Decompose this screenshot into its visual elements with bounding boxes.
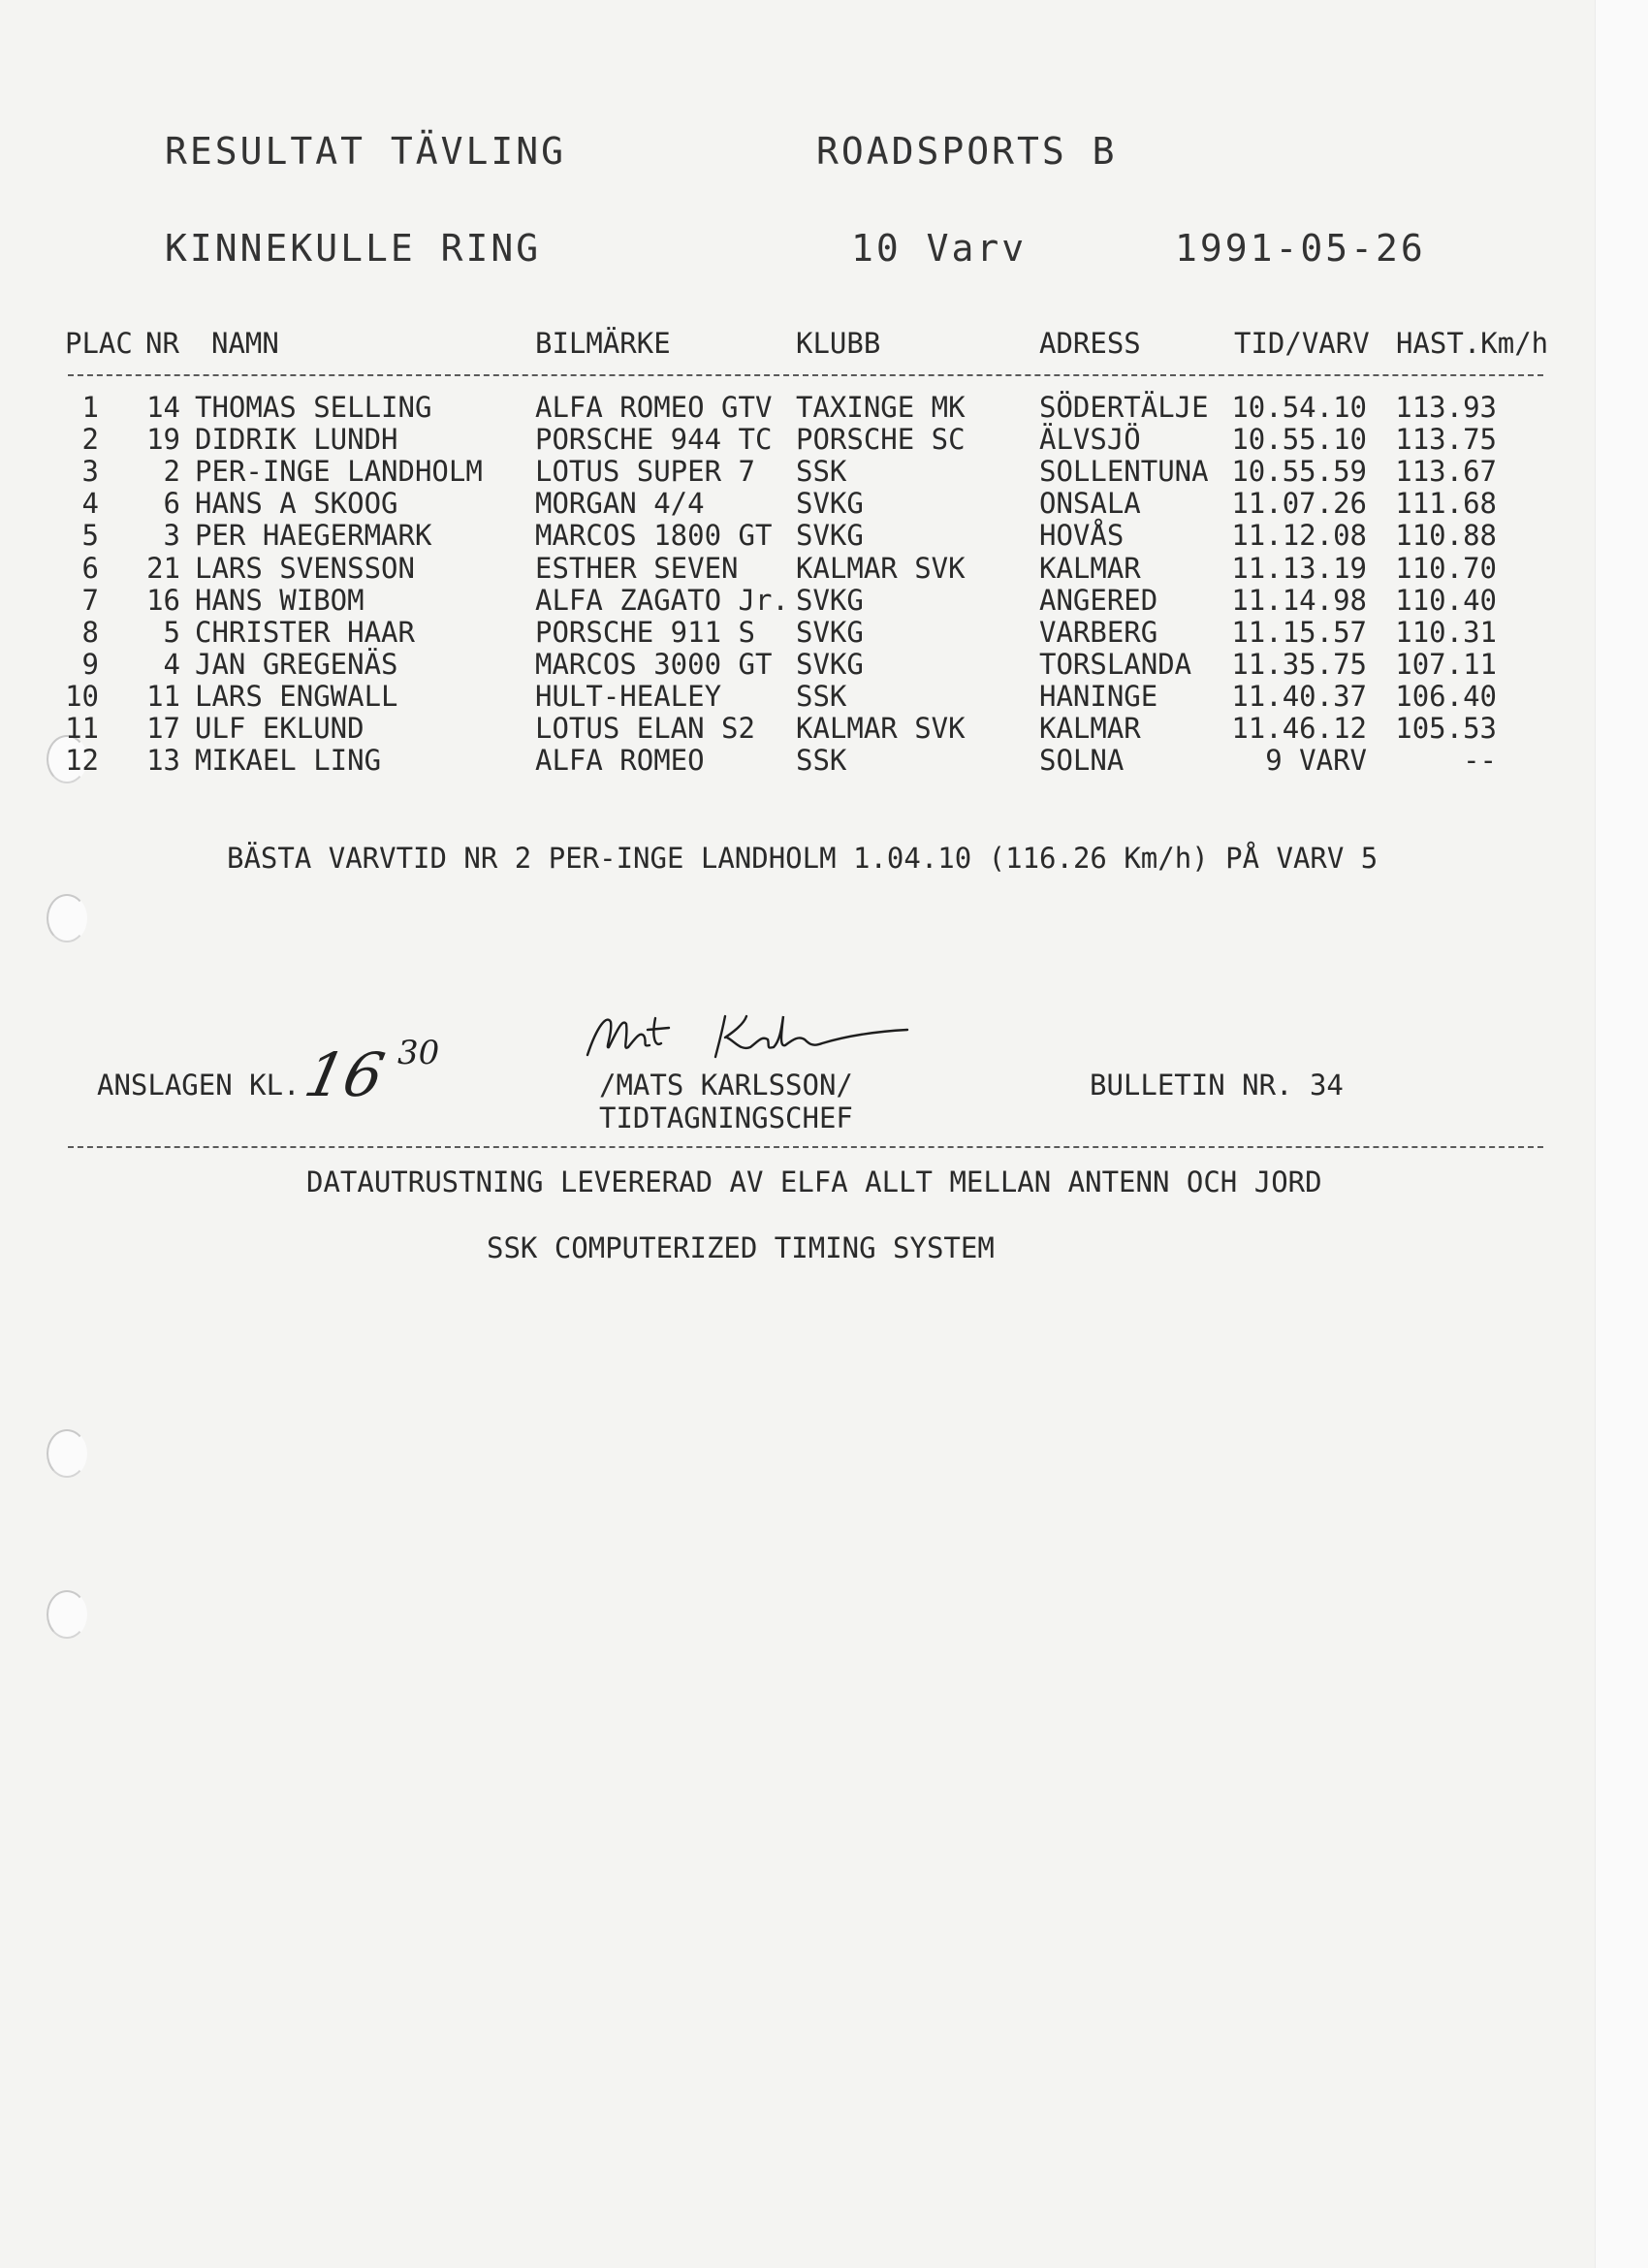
cell-nr: 2: [163, 455, 180, 489]
cell-tid: 11.14.98: [1231, 583, 1367, 617]
cell-hast: 110.31: [1395, 615, 1497, 649]
cell-plac: 4: [81, 487, 99, 521]
cell-hast: 110.70: [1395, 551, 1497, 585]
title-laps: 10 Varv: [851, 227, 1028, 270]
cell-klubb: SVKG: [796, 647, 864, 681]
cell-namn: DIDRIK LUNDH: [195, 423, 398, 457]
posted-hour: 16: [299, 1039, 391, 1110]
cell-namn: PER HAEGERMARK: [195, 519, 432, 553]
cell-adress: KALMAR: [1039, 712, 1141, 745]
cell-tid: 11.12.08: [1231, 519, 1367, 553]
cell-namn: ULF EKLUND: [195, 712, 364, 745]
cell-adress: ANGERED: [1039, 583, 1158, 617]
col-header-plac: PLAC: [65, 327, 133, 360]
footer-equipment: DATAUTRUSTNING LEVERERAD AV ELFA ALLT MELLAN ANTENN OCH JORD: [306, 1166, 1322, 1198]
cell-klubb: KALMAR SVK: [796, 551, 966, 585]
punch-hole: [47, 894, 87, 942]
cell-plac: 6: [81, 551, 99, 585]
cell-hast: 105.53: [1395, 712, 1497, 745]
cell-bilmarke: LOTUS ELAN S2: [535, 712, 755, 745]
title-date: 1991-05-26: [1175, 227, 1426, 270]
col-header-nr: NR: [145, 327, 179, 360]
punch-hole: [47, 1590, 87, 1639]
cell-tid: 11.35.75: [1231, 647, 1367, 681]
cell-klubb: SSK: [796, 679, 847, 713]
cell-hast: 106.40: [1395, 679, 1497, 713]
cell-nr: 5: [163, 615, 180, 649]
cell-klubb: TAXINGE MK: [796, 391, 966, 424]
title-track: KINNEKULLE RING: [165, 227, 542, 270]
cell-tid: 11.40.37: [1231, 679, 1367, 713]
cell-bilmarke: ALFA ROMEO GTV: [535, 391, 773, 424]
cell-plac: 11: [65, 712, 99, 745]
col-header-tid: TID/VARV: [1234, 327, 1370, 360]
cell-nr: 14: [146, 391, 180, 424]
cell-nr: 17: [146, 712, 180, 745]
cell-hast: 113.67: [1395, 455, 1497, 489]
cell-tid: 9 VARV: [1265, 744, 1367, 778]
cell-adress: ONSALA: [1039, 487, 1141, 521]
footer-system: SSK COMPUTERIZED TIMING SYSTEM: [487, 1231, 995, 1264]
punch-hole: [47, 1429, 87, 1478]
cell-adress: KALMAR: [1039, 551, 1141, 585]
cell-tid: 11.07.26: [1231, 487, 1367, 521]
cell-klubb: KALMAR SVK: [796, 712, 966, 745]
cell-namn: CHRISTER HAAR: [195, 615, 415, 649]
cell-adress: VARBERG: [1039, 615, 1158, 649]
cell-plac: 5: [81, 519, 99, 553]
cell-plac: 1: [81, 391, 99, 424]
title-class: ROADSPORTS B: [816, 130, 1118, 173]
cell-hast: 113.75: [1395, 423, 1497, 457]
header-divider: [68, 374, 1543, 376]
col-header-adress: ADRESS: [1039, 327, 1141, 360]
cell-nr: 11: [146, 679, 180, 713]
cell-nr: 3: [163, 519, 180, 553]
cell-hast: 111.68: [1395, 487, 1497, 521]
cell-klubb: SVKG: [796, 519, 864, 553]
cell-nr: 13: [146, 744, 180, 778]
cell-adress: HOVÅS: [1039, 519, 1125, 553]
col-header-namn: NAMN: [211, 327, 279, 360]
posted-label: ANSLAGEN KL.: [97, 1069, 301, 1102]
posted-minute: 30: [397, 1034, 440, 1072]
cell-adress: TORSLANDA: [1039, 647, 1192, 681]
cell-namn: THOMAS SELLING: [195, 391, 432, 424]
cell-plac: 2: [81, 423, 99, 457]
bulletin-number: BULLETIN NR. 34: [1090, 1069, 1344, 1102]
cell-adress: SÖDERTÄLJE: [1039, 391, 1209, 424]
col-header-bilmarke: BILMÄRKE: [535, 327, 671, 360]
cell-klubb: SSK: [796, 455, 847, 489]
cell-plac: 9: [81, 647, 99, 681]
signer-role: TIDTAGNINGSCHEF: [599, 1102, 853, 1134]
paper-edge: [1595, 0, 1648, 2268]
cell-plac: 12: [65, 744, 99, 778]
cell-bilmarke: PORSCHE 911 S: [535, 615, 755, 649]
cell-namn: HANS WIBOM: [195, 583, 364, 617]
cell-hast: 113.93: [1395, 391, 1497, 424]
cell-klubb: PORSCHE SC: [796, 423, 966, 457]
col-header-hast: HAST.Km/h: [1396, 327, 1549, 360]
cell-bilmarke: MARCOS 3000 GT: [535, 647, 773, 681]
cell-nr: 4: [163, 647, 180, 681]
cell-klubb: SVKG: [796, 583, 864, 617]
cell-bilmarke: MARCOS 1800 GT: [535, 519, 773, 553]
best-lap-note: BÄSTA VARVTID NR 2 PER-INGE LANDHOLM 1.04.10 (116.26 Km/h) PÅ VARV 5: [227, 842, 1379, 875]
cell-bilmarke: ALFA ZAGATO Jr.: [535, 583, 789, 617]
cell-plac: 10: [65, 679, 99, 713]
cell-nr: 19: [146, 423, 180, 457]
cell-hast: 107.11: [1395, 647, 1497, 681]
cell-tid: 10.55.59: [1231, 455, 1367, 489]
cell-klubb: SSK: [796, 744, 847, 778]
cell-namn: PER-INGE LANDHOLM: [195, 455, 483, 489]
signer-name: /MATS KARLSSON/: [599, 1069, 853, 1102]
cell-bilmarke: ESTHER SEVEN: [535, 551, 739, 585]
cell-nr: 16: [146, 583, 180, 617]
cell-namn: LARS SVENSSON: [195, 551, 415, 585]
cell-adress: SOLNA: [1039, 744, 1125, 778]
cell-tid: 11.15.57: [1231, 615, 1367, 649]
cell-nr: 6: [163, 487, 180, 521]
cell-namn: LARS ENGWALL: [195, 679, 398, 713]
cell-nr: 21: [146, 551, 180, 585]
cell-klubb: SVKG: [796, 615, 864, 649]
cell-tid: 11.13.19: [1231, 551, 1367, 585]
col-header-klubb: KLUBB: [796, 327, 881, 360]
cell-plac: 7: [81, 583, 99, 617]
cell-hast: --: [1463, 744, 1497, 778]
cell-namn: JAN GREGENÄS: [195, 647, 398, 681]
cell-bilmarke: LOTUS SUPER 7: [535, 455, 755, 489]
cell-bilmarke: PORSCHE 944 TC: [535, 423, 773, 457]
cell-bilmarke: HULT-HEALEY: [535, 679, 722, 713]
title-event: RESULTAT TÄVLING: [165, 130, 567, 173]
cell-hast: 110.40: [1395, 583, 1497, 617]
cell-namn: HANS A SKOOG: [195, 487, 398, 521]
footer-divider: [68, 1146, 1543, 1148]
cell-tid: 10.55.10: [1231, 423, 1367, 457]
cell-tid: 10.54.10: [1231, 391, 1367, 424]
cell-tid: 11.46.12: [1231, 712, 1367, 745]
cell-adress: HANINGE: [1039, 679, 1158, 713]
cell-plac: 8: [81, 615, 99, 649]
cell-adress: SOLLENTUNA: [1039, 455, 1209, 489]
cell-bilmarke: MORGAN 4/4: [535, 487, 705, 521]
cell-adress: ÄLVSJÖ: [1039, 423, 1141, 457]
cell-klubb: SVKG: [796, 487, 864, 521]
cell-bilmarke: ALFA ROMEO: [535, 744, 705, 778]
cell-plac: 3: [81, 455, 99, 489]
cell-hast: 110.88: [1395, 519, 1497, 553]
cell-namn: MIKAEL LING: [195, 744, 382, 778]
